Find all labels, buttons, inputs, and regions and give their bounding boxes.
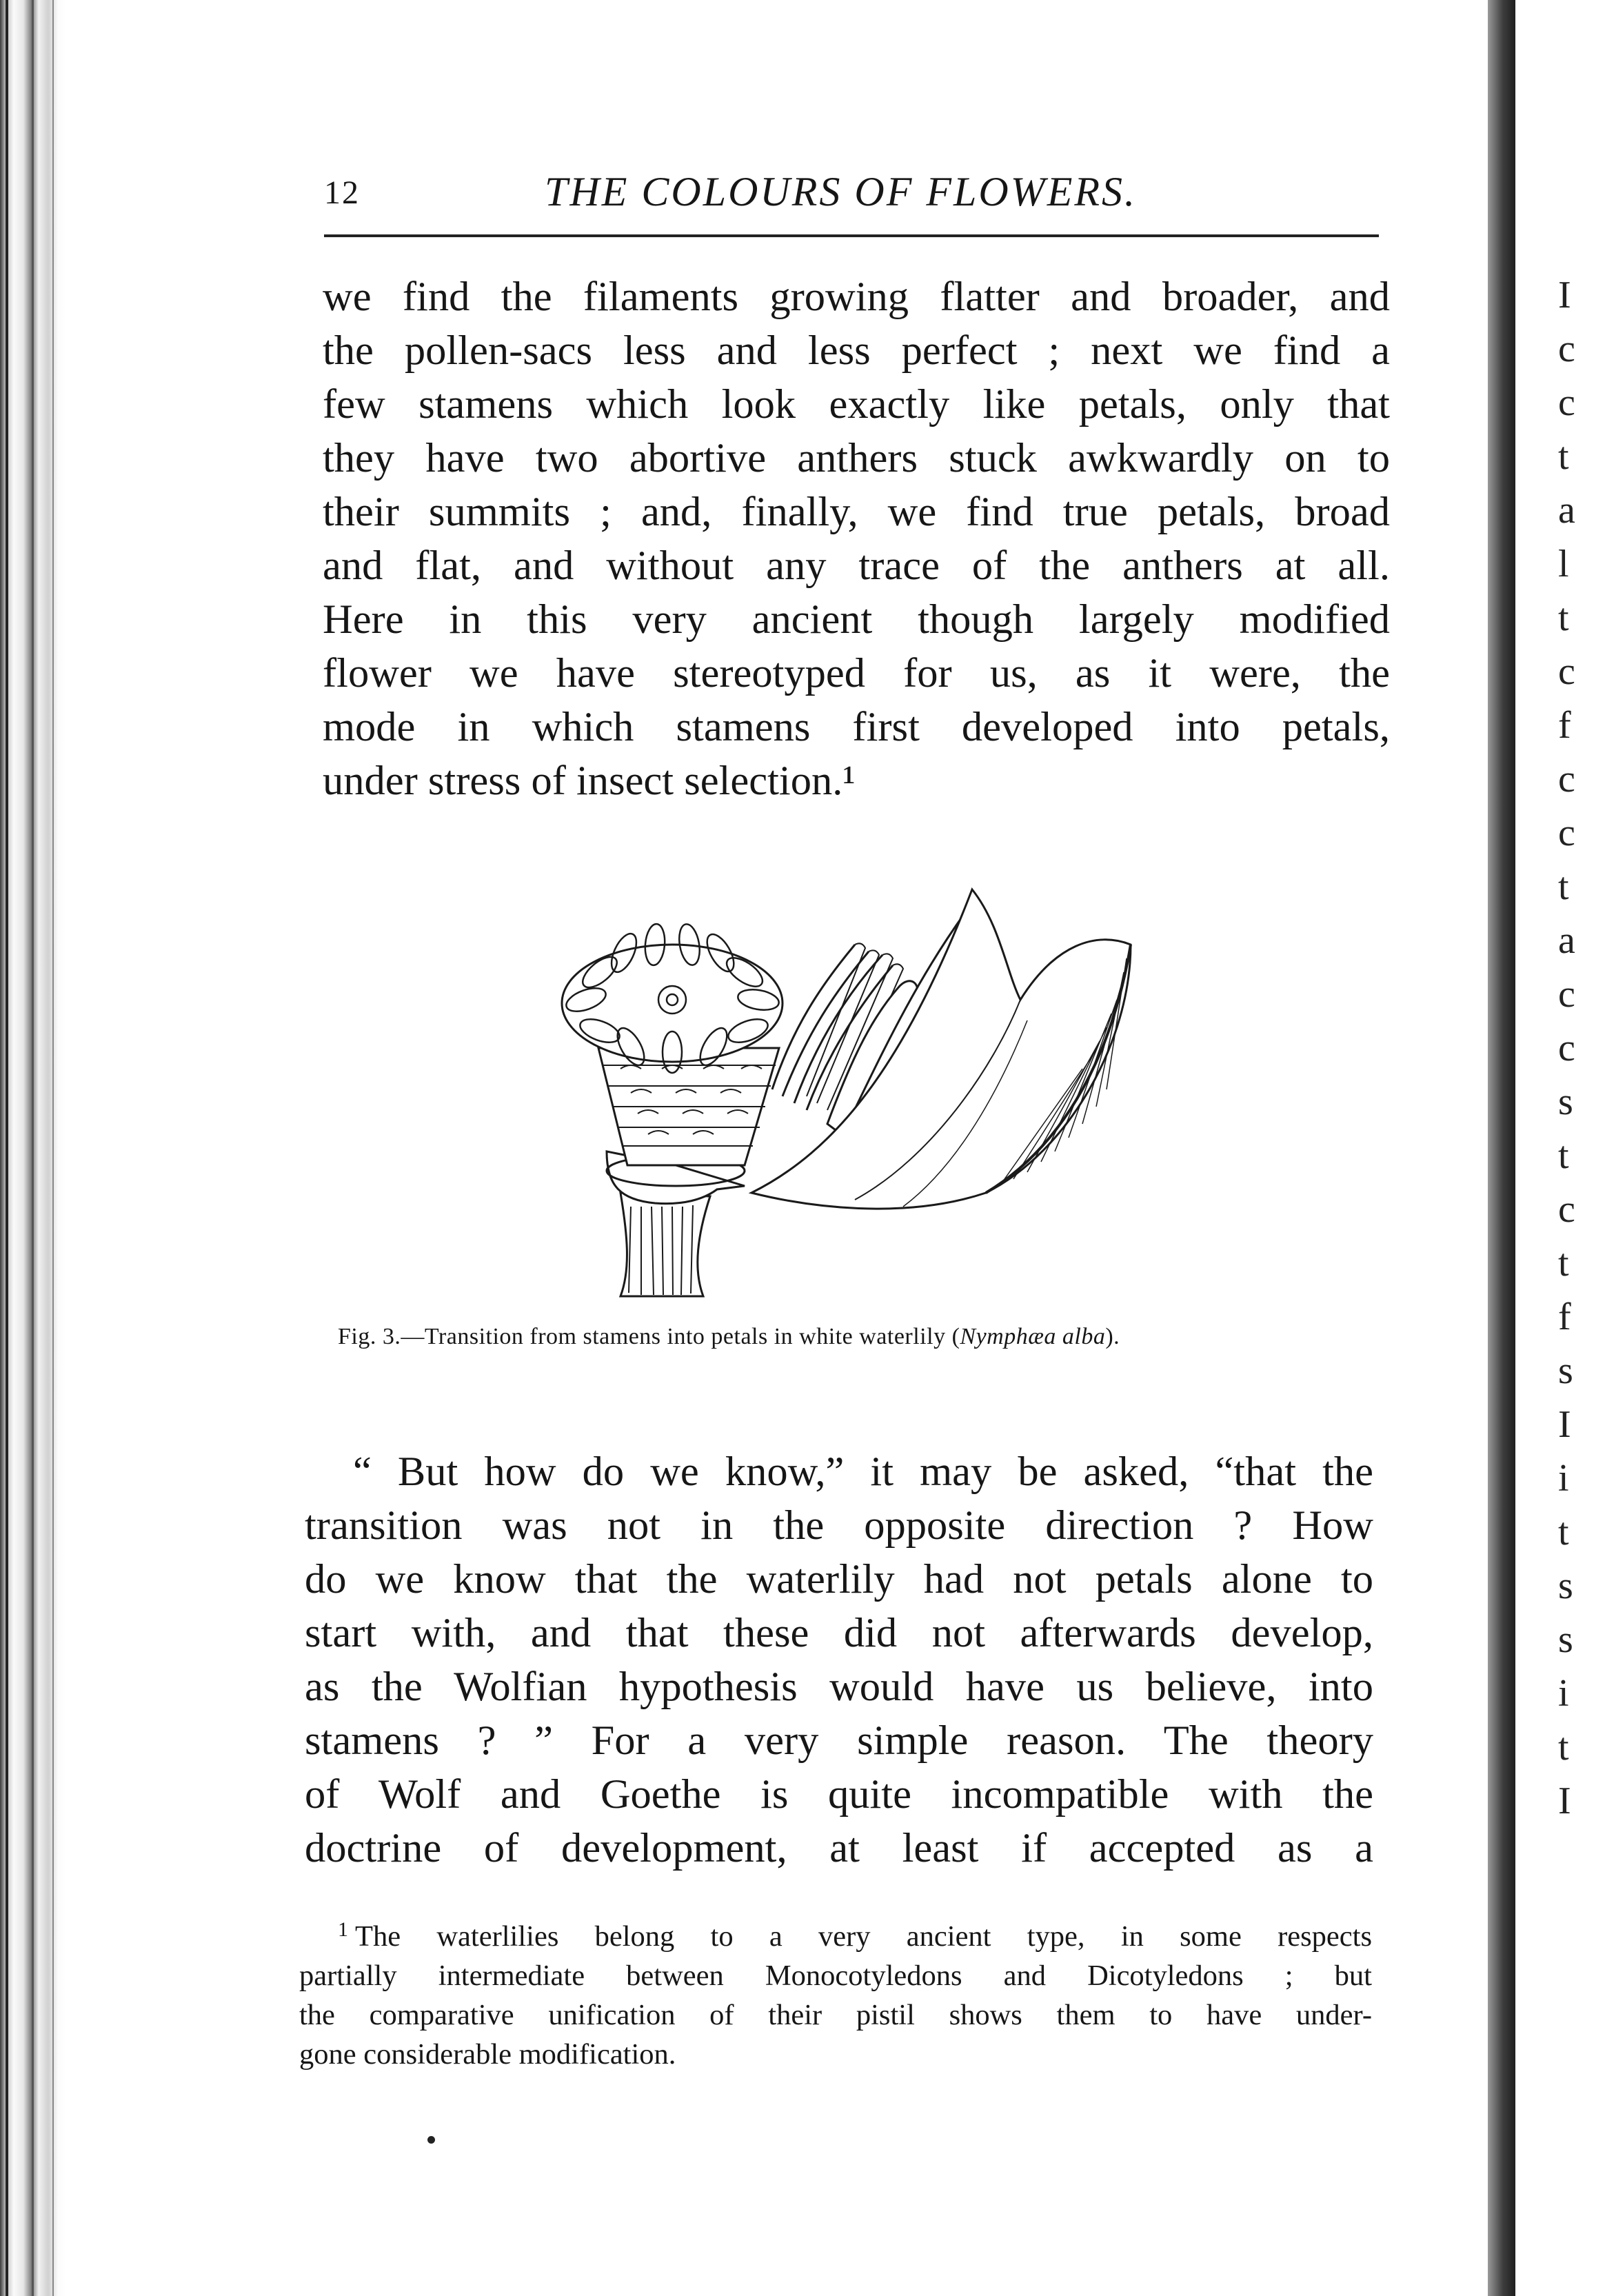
next-page-letter: t bbox=[1558, 1726, 1569, 1769]
text-line: stamens ? ” For a very simple reason. The theory bbox=[305, 1718, 1373, 1764]
text-line: do we know that the waterlily had not petals alone to bbox=[305, 1556, 1373, 1602]
next-page-letter: t bbox=[1558, 865, 1569, 908]
text-line: we find the filaments growing flatter and broader, and bbox=[323, 274, 1390, 320]
text-line: doctrine of development, at least if accepted as a bbox=[305, 1825, 1373, 1871]
running-title: THE COLOURS OF FLOWERS. bbox=[545, 169, 1137, 214]
running-head bbox=[324, 168, 1379, 223]
text-line: mode in which stamens first developed into petals, bbox=[323, 704, 1390, 750]
footnote-line: the comparative unification of their pistil shows them to have under- bbox=[299, 1999, 1372, 2031]
next-page-letter: c bbox=[1558, 1027, 1575, 1069]
text-line: few stamens which look exactly like petals, only that bbox=[323, 381, 1390, 427]
next-page-letter: a bbox=[1558, 489, 1575, 532]
text-line: under stress of insect selection.¹ bbox=[323, 758, 856, 804]
text-line: “ But how do we know,” it may be asked, “that the bbox=[353, 1449, 1373, 1495]
next-page-letter: a bbox=[1558, 919, 1575, 962]
next-page-letter: I bbox=[1558, 1403, 1571, 1446]
next-page-letter: i bbox=[1558, 1457, 1569, 1500]
footnote-line: gone considerable modification. bbox=[299, 2038, 676, 2071]
text-line: start with, and that these did not afterwards develop, bbox=[305, 1610, 1373, 1656]
next-page-letter: t bbox=[1558, 1511, 1569, 1553]
next-page-letter: s bbox=[1558, 1564, 1573, 1607]
next-page-letter: c bbox=[1558, 650, 1575, 693]
footnote-line: partially intermediate between Monocotyledons and Dicotyledons ; but bbox=[299, 1960, 1372, 1992]
text-line: of Wolf and Goethe is quite incompatible with the bbox=[305, 1771, 1373, 1817]
next-page-letter: I bbox=[1558, 1780, 1571, 1822]
next-page-letter: l bbox=[1558, 543, 1569, 585]
page-number: 12 bbox=[324, 174, 360, 211]
footnote bbox=[299, 1910, 1372, 2074]
header-rule bbox=[324, 234, 1379, 237]
page-gutter-shadow bbox=[1488, 0, 1515, 2296]
next-page-letter: c bbox=[1558, 381, 1575, 424]
footnote-text: The waterlilies belong to a very ancient type, in some respects bbox=[355, 1920, 1372, 1953]
caption-close: ). bbox=[1105, 1324, 1120, 1349]
next-page-letter: t bbox=[1558, 1242, 1569, 1285]
text-line: they have two abortive anthers stuck awkwardly on to bbox=[323, 435, 1390, 481]
next-page-letter: i bbox=[1558, 1672, 1569, 1715]
print-speck bbox=[427, 2136, 435, 2144]
next-page-letter: c bbox=[1558, 973, 1575, 1016]
next-page-letter: I bbox=[1558, 274, 1571, 316]
text-line: their summits ; and, finally, we find true petals, broad bbox=[323, 489, 1390, 535]
next-page-letter: s bbox=[1558, 1618, 1573, 1661]
waterlily-illustration bbox=[545, 862, 1151, 1310]
next-page-letter: t bbox=[1558, 1134, 1569, 1177]
next-page-letter: c bbox=[1558, 758, 1575, 800]
next-page-letter: c bbox=[1558, 1188, 1575, 1231]
footnote-line bbox=[299, 1910, 1372, 1956]
figure-caption bbox=[338, 1324, 1386, 1350]
next-page-letter: f bbox=[1558, 704, 1571, 747]
next-page-letter: c bbox=[1558, 812, 1575, 854]
text-line: Here in this very ancient though largely modified bbox=[323, 596, 1390, 643]
paragraph-1 bbox=[323, 270, 1390, 808]
caption-text: Fig. 3.—Transition from stamens into petals in white waterlily ( bbox=[338, 1324, 960, 1349]
next-page-letter: t bbox=[1558, 435, 1569, 478]
book-binding-edge bbox=[0, 0, 66, 2296]
text-line: the pollen-sacs less and less perfect ; next we find a bbox=[323, 328, 1390, 374]
next-page-letter: t bbox=[1558, 596, 1569, 639]
caption-species: Nymphæa alba bbox=[960, 1324, 1106, 1349]
text-line: flower we have stereotyped for us, as it were, the bbox=[323, 650, 1390, 696]
next-page-letter: s bbox=[1558, 1349, 1573, 1392]
text-line: transition was not in the opposite direction ? How bbox=[305, 1502, 1373, 1549]
next-page-sliver bbox=[1515, 0, 1605, 2296]
paragraph-2 bbox=[305, 1445, 1373, 1875]
footnote-marker: 1 bbox=[338, 1918, 348, 1941]
text-line: as the Wolfian hypothesis would have us believe, into bbox=[305, 1664, 1373, 1710]
next-page-letter: f bbox=[1558, 1296, 1571, 1338]
text-line: and flat, and without any trace of the anthers at all. bbox=[323, 543, 1390, 589]
next-page-letter: c bbox=[1558, 328, 1575, 370]
next-page-letter: s bbox=[1558, 1080, 1573, 1123]
